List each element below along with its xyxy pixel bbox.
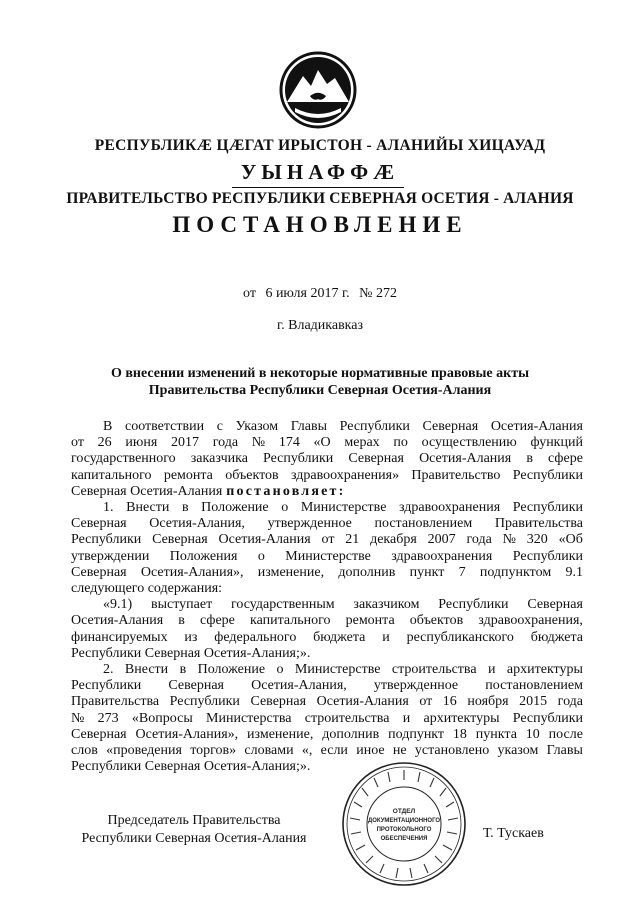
stamp-text: ОТДЕЛ	[392, 808, 416, 815]
body-line: № 273 «Вопросы Министерства строительства и архитектуры Республики	[71, 710, 583, 726]
signatory-name: Т. Тускаев	[483, 826, 544, 841]
stamp-text: ПРОТОКОЛЬНОГО	[376, 827, 432, 833]
body-line: Северная Осетия-Алания», изменение, дополнив пункт 7 подпунктом 9.1	[71, 564, 583, 580]
title-line-2: Правительства Республики Северная Осетия-Алания	[148, 382, 492, 398]
stamp-text: ОБЕСПЕЧЕНИЯ	[380, 836, 428, 842]
stamp-text: ДОКУМЕНТАЦИОННОГО	[367, 818, 441, 824]
signatory-position-line-1: Председатель Правительства	[107, 813, 281, 828]
body-line: Осетия-Алания в сфере капитального ремонта объектов здравоохранения,	[71, 613, 583, 629]
dateline-date: 6 июля 2017 г.	[265, 286, 350, 301]
body-line: Правительства Республики Северная Осетия-Алания от 16 ноября 2015 года	[71, 694, 583, 710]
body-line: Северная Осетия-Алания», изменение, дополнив подпункт 18 пункта 10 после	[71, 726, 583, 742]
body-line: государственного заказчика Республики Северная Осетия-Алания в сфере	[71, 451, 583, 467]
body-text: Северная Осетия-Алания	[71, 483, 223, 499]
title-line-1: О внесении изменений в некоторые нормативные правовые акты	[110, 366, 530, 381]
document-body	[71, 419, 583, 775]
body-line: Республики Северная Осетия-Алания, утвержденное постановлением	[71, 678, 583, 694]
document-type-title: ПОСТАНОВЛЕНИЕ	[172, 212, 468, 237]
body-line: Республики Северная Осетия-Алания;».	[71, 645, 311, 661]
body-line: Северная Осетия-Алания, утвержденное постановлением Правительства	[71, 516, 583, 532]
dateline-number: № 272	[359, 286, 397, 301]
body-line: следующего содержания:	[71, 581, 223, 597]
document-title	[0, 366, 640, 399]
body-line: «9.1) выступает государственным заказчиком Республики Северная	[103, 597, 583, 613]
body-line: слов «проведения торгов» словами «, если иное не установлено указом Главы	[71, 743, 583, 759]
body-line: 1. Внести в Положение о Министерстве здравоохранения Республики	[103, 500, 583, 516]
header-unaffae: УЫНАФФÆ	[240, 160, 400, 184]
body-line: капитального ремонта объектов здравоохранения» Правительство Республики	[71, 467, 583, 483]
signatory-position-line-2: Республики Северная Осетия-Алания	[81, 831, 307, 846]
city: г. Владикавказ	[276, 318, 364, 333]
body-line: Республики Северная Осетия-Алания;».	[71, 759, 311, 775]
resolves-keyword: постановляет:	[226, 483, 346, 499]
body-line: от 26 июня 2017 года № 174 «О мерах по осуществлению функций	[71, 435, 583, 451]
body-line: 2. Внести в Положение о Министерстве строительства и архитектуры	[103, 662, 583, 678]
header-rule	[232, 187, 404, 188]
official-stamp	[340, 760, 468, 888]
dateline	[0, 286, 640, 302]
header-republic-ossetian: РЕСПУБЛИКÆ ЦÆГАТ ИРЫСТОН - АЛАНИЙЫ ХИЦАУАД	[94, 137, 546, 154]
body-line	[71, 484, 583, 500]
body-line: В соответствии с Указом Главы Республики Северная Осетия-Алания	[103, 419, 583, 434]
coat-of-arms-emblem	[275, 50, 361, 130]
body-line: утверждении Положения о Министерстве здравоохранения Республики	[71, 548, 583, 564]
body-line: финансируемых из федерального бюджета и республиканского бюджета	[71, 629, 583, 645]
signatory-position	[78, 812, 310, 848]
dateline-from: от	[243, 286, 256, 301]
header-government: ПРАВИТЕЛЬСТВО РЕСПУБЛИКИ СЕВЕРНАЯ ОСЕТИЯ - АЛАНИЯ	[66, 190, 574, 207]
body-line: Республики Северная Осетия-Алания от 21 декабря 2007 года № 320 «Об	[71, 532, 583, 548]
